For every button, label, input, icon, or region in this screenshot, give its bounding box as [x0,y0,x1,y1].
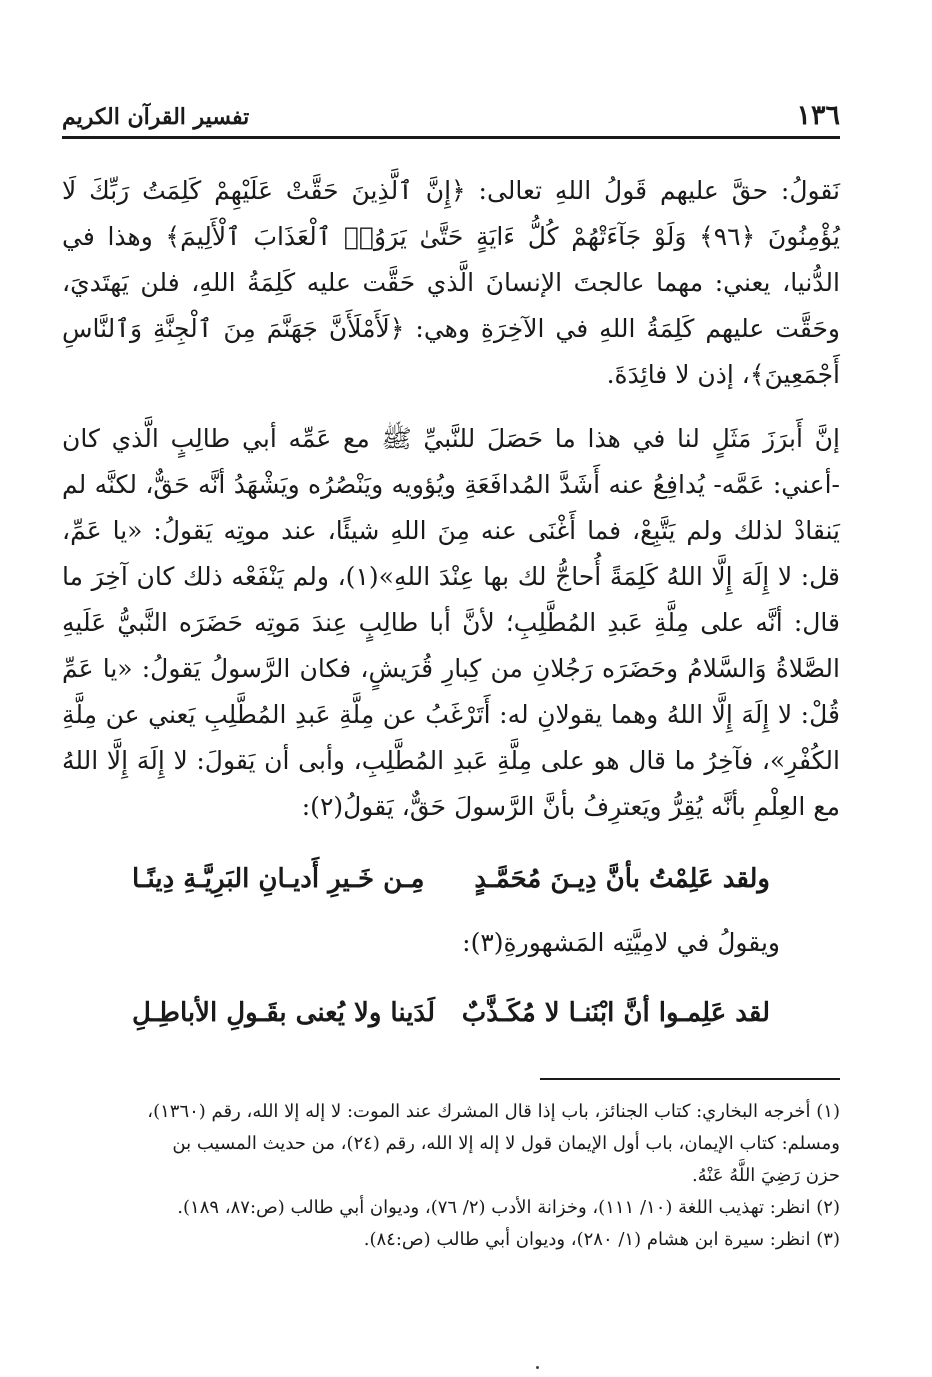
poem-verse-2 [62,998,840,1044]
footnotes [62,1096,840,1256]
page-header [62,100,840,134]
header-rule [62,136,840,139]
poem-verse-1 [62,864,840,910]
main-text [62,168,840,830]
verse-1-hemistich-1: ولقد عَلِمْتُ بأنَّ دِيـنَ مُحَمَّـدٍ [474,864,770,894]
paragraph-1: نَقولُ: حقَّ عليهم قَولُ اللهِ تعالى: ﴿إِنَّ ٱلَّذِينَ حَقَّتْ عَلَيْهِمْ كَلِمَتُ رَبِّكَ لَا يُؤْمِنُونَ ﴿٩٦﴾ وَلَوْ جَآءَتْهُمْ كُلُّ ءَايَةٍ حَتَّىٰ يَرَوُا۟ ٱلْعَذَابَ ٱلْأَلِيمَ﴾ وهذا في الدُّنيا، يعني: مهما عالجتَ الإنسانَ الَّذي حَقَّت عليه كَلِمَةُ اللهِ، فلن يَهتَديَ، وحَقَّت عليهم كَلِمَةُ اللهِ في الآخِرَةِ وهي: ﴿لَأَمْلَأَنَّ جَهَنَّمَ مِنَ ٱلْجِنَّةِ وَٱلنَّاسِ أَجْمَعِينَ﴾، إذن لا فائِدَةَ. [62,176,840,389]
verse-1-hemistich-2: مِـن خَـيرِ أَديـانِ البَرِيَّـةِ دِينًـا [132,864,425,894]
footnote-3: (٣) انظر: سيرة ابن هشام (١/ ٢٨٠)، وديوان أبي طالب (ص:٨٤). [363,1229,840,1250]
book-title: تفسير القرآن الكريم [62,104,250,130]
verse-2-hemistich-1: لقد عَلِمـوا أنَّ ابْنَنـا لا مُكَـذَّبٌ [461,998,770,1028]
footnote-2: (٢) انظر: تهذيب اللغة (١٠/ ١١١)، وخزانة الأدب (٢/ ٧٦)، وديوان أبي طالب (ص:٨٧، ١٨٩). [177,1197,840,1218]
paragraph-2: إنَّ أَبرَزَ مَثَلٍ لنا في هذا ما حَصَلَ للنَّبيِّ ﷺ مع عَمِّه أبي طالِبٍ الَّذي كان -أعني: عَمَّه- يُدافِعُ عنه أَشَدَّ المُدافَعَةِ ويُؤويه ويَنْصُرُه ويَشْهَدُ أنَّه حَقٌّ، لكنَّه لم يَنقادْ لذلك ولم يَتَّبِعْ، فما أَغْنَى عنه مِنَ اللهِ شيئًا، عند موتِه يَقولُ: «يا عَمِّ، قل: لا إِلَهَ إِلَّا اللهُ كَلِمَةً أُحاجُّ لك بها عِنْدَ اللهِ»(١)، ولم يَنْفَعْه ذلك كان آخِرَ ما قال: أنَّه على مِلَّةِ عَبدِ المُطَّلِبِ؛ لأنَّ أبا طالِبٍ عِندَ مَوتِه حَضَرَه النَّبيُّ عَلَيهِ الصَّلاةُ وَالسَّلامُ وحَضَرَه رَجُلانِ من كِبارِ قُرَيشٍ، فكان الرَّسولُ يَقولُ: «يا عَمِّ قُلْ: لا إِلَهَ إِلَّا اللهُ وهما يقولانِ له: أَتَرْغَبُ عن مِلَّةِ عَبدِ المُطَّلِبِ يَعني عن مِلَّةِ الكُفْرِ»، فآخِرُ ما قال هو على مِلَّةِ عَبدِ المُطَّلِبِ، وأبى أن يَقولَ: لا إِلَهَ إِلَّا اللهُ مع العِلْمِ بأنَّه يُقِرُّ ويَعترِفُ بأنَّ الرَّسولَ حَقٌّ، يَقولُ(٢): [62,424,841,821]
footnote-1-line-3: حزن رَضِيَ اللَّهُ عَنْهُ. [691,1165,840,1186]
poem-intro-text: ويقولُ في لامِيَّتِه المَشهورةِ(٣): [462,928,780,957]
footnote-1-line-1: (١) أخرجه البخاري: كتاب الجنائز، باب إذا قال المشرك عند الموت: لا إله إلا الله، رقم (١٣٦٠)، [147,1101,840,1122]
poem-intro [62,928,840,974]
footnote-1-line-2: ومسلم: كتاب الإيمان، باب أول الإيمان قول لا إله إلا الله، رقم (٢٤)، من حديث المسيب بن [172,1133,840,1154]
scan-speck [536,1366,539,1369]
verse-2-hemistich-2: لَدَينا ولا يُعنى بقَـولِ الأباطِـلِ [132,998,435,1028]
footnote-separator [540,1078,840,1080]
page-number: ١٣٦ [796,100,840,131]
